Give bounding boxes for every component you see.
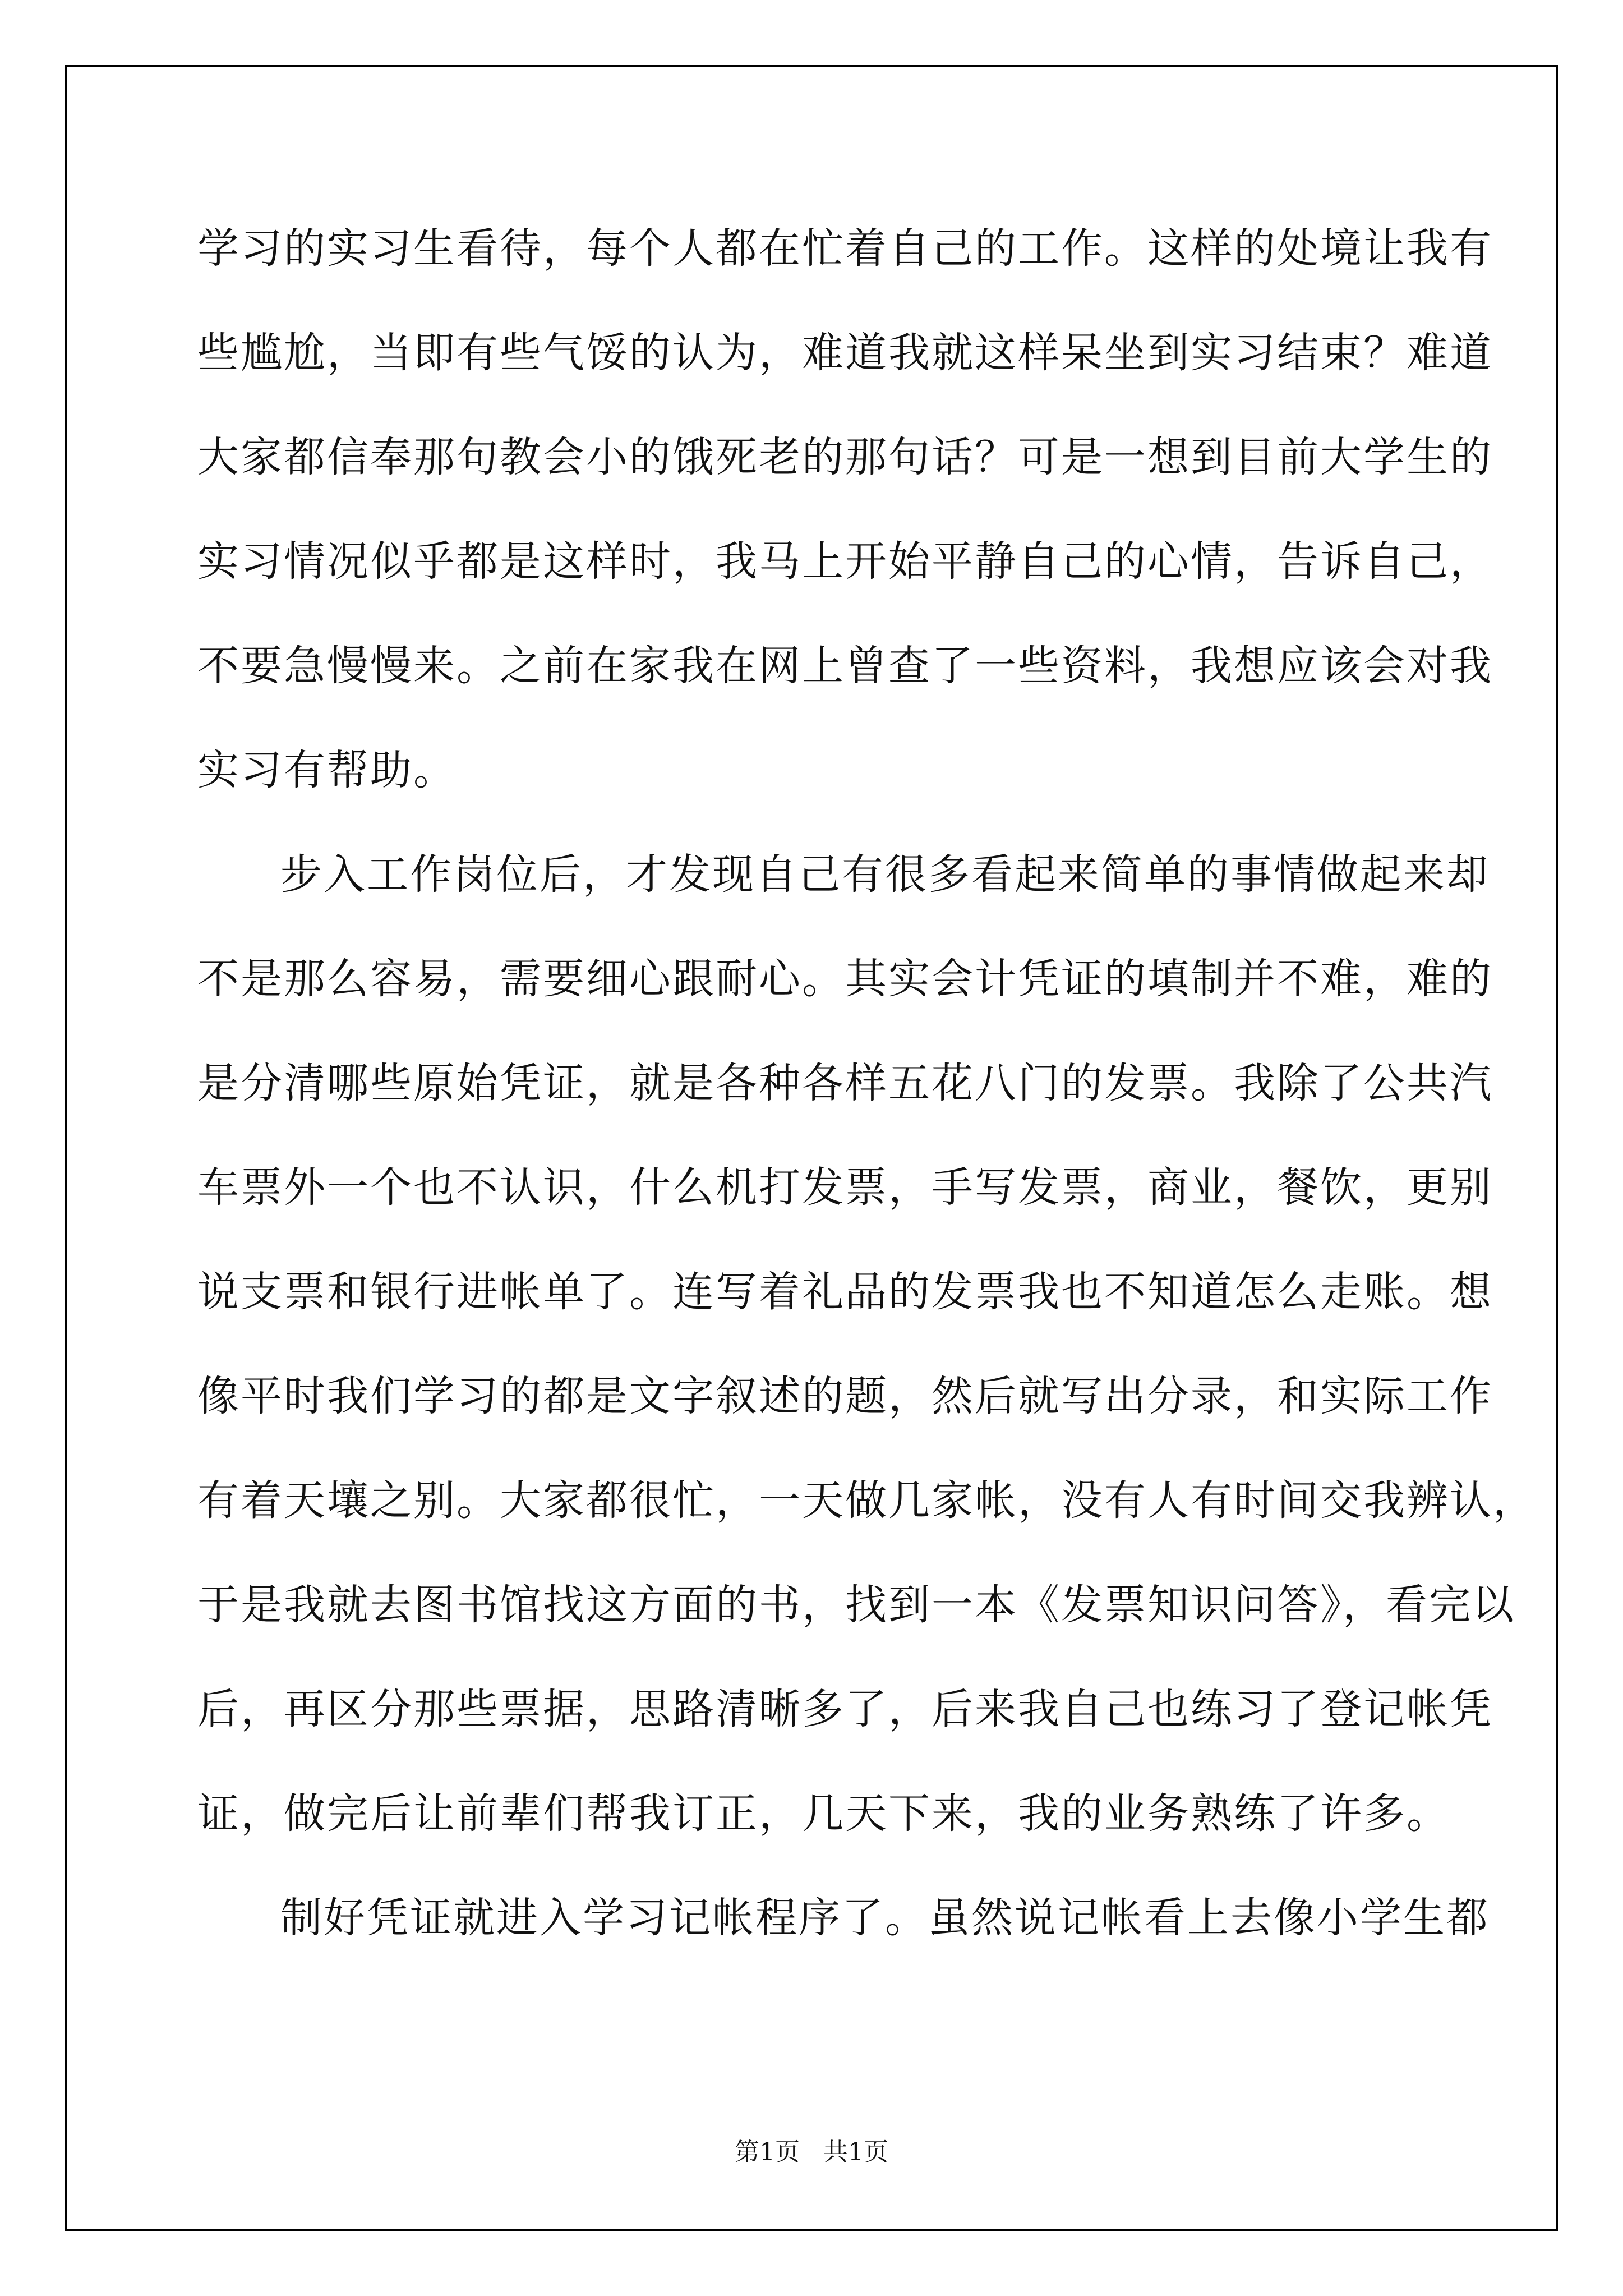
text-line: 车票外一个也不认识，什么机打发票，手写发票，商业，餐饮，更别 [197,1163,1493,1212]
paragraph-2 [197,822,1536,1866]
text-line: 后，再区分那些票据，思路清晰多了，后来我自己也练习了登记帐凭 [197,1685,1493,1733]
text-line: 证，做完后让前辈们帮我订正，几天下来，我的业务熟练了许多。 [197,1789,1450,1838]
text-line: 说支票和银行进帐单了。连写着礼品的发票我也不知道怎么走账。想 [197,1268,1493,1316]
text-line: 于是我就去图书馆找这方面的书，找到一本《发票知识问答》，看完以 [197,1581,1515,1629]
text-line: 实习有帮助。 [197,746,457,794]
document-body [197,196,1536,1970]
text-line: 实习情况似乎都是这样时，我马上开始平静自己的心情，告诉自己， [197,537,1493,586]
text-line: 些尴尬，当即有些气馁的认为，难道我就这样呆坐到实习结束？难道 [197,329,1493,377]
text-line: 像平时我们学习的都是文字叙述的题，然后就写出分录，和实际工作 [197,1372,1493,1420]
text-line: 制好凭证就进入学习记帐程序了。虽然说记帐看上去像小学生都 [280,1894,1490,1942]
text-line: 学习的实习生看待，每个人都在忙着自己的工作。这样的处境让我有 [197,224,1493,273]
text-line: 是分清哪些原始凭证，就是各种各样五花八门的发票。我除了公共汽 [197,1059,1493,1107]
paragraph-3 [197,1866,1490,1970]
text-line: 步入工作岗位后，才发现自己有很多看起来简单的事情做起来却 [280,850,1490,899]
text-line: 不要急慢慢来。之前在家我在网上曾查了一些资料，我想应该会对我 [197,642,1493,690]
page-number-footer: 第1页 共1页 [735,2138,888,2166]
text-line: 大家都信奉那句教会小的饿死老的那句话？可是一想到目前大学生的 [197,433,1493,481]
text-line: 有着天壤之别。大家都很忙，一天做几家帐，没有人有时间交我辨认， [197,1476,1536,1525]
text-line: 不是那么容易，需要细心跟耐心。其实会计凭证的填制并不难，难的 [197,955,1493,1003]
paragraph-1 [197,196,1493,822]
